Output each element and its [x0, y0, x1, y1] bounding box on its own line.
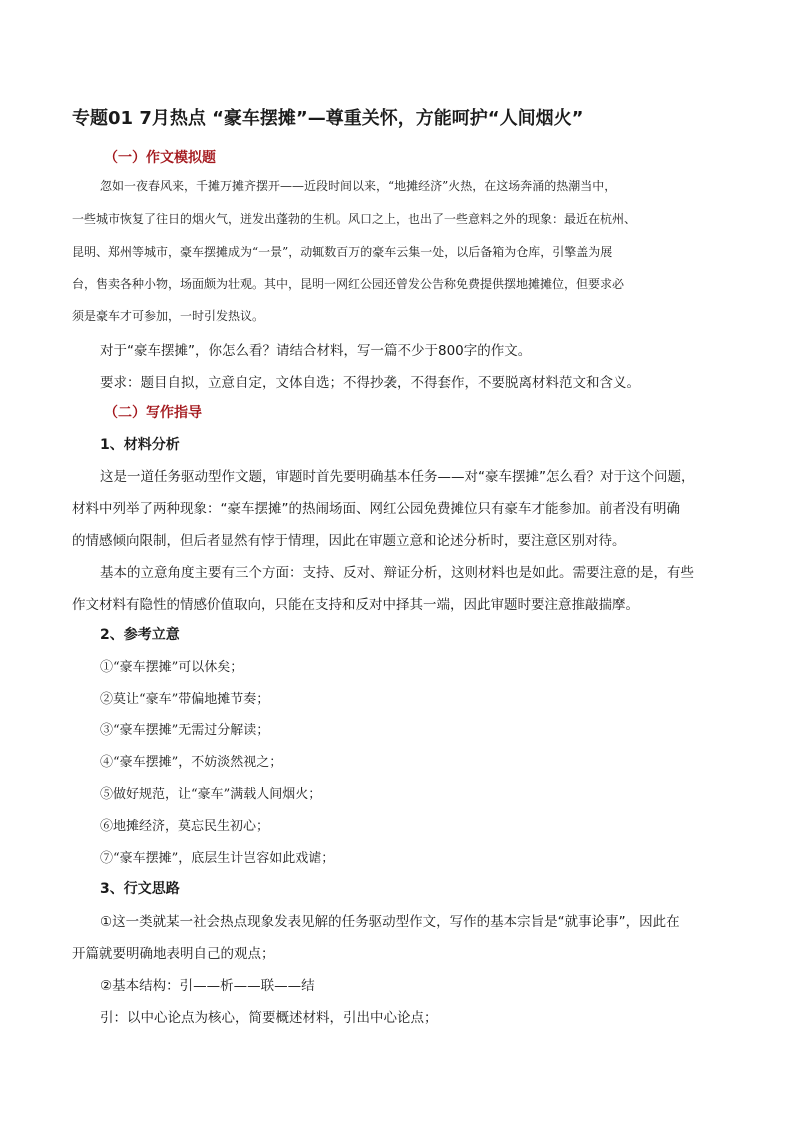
page-title: 专题01 7月热点 “豪车摆摊”—尊重关怀，方能呵护“人间烟火” [72, 108, 584, 129]
material-line: 一些城市恢复了往日的烟火气，迸发出蓬勃的生机。风口之上，也出了一些意料之外的现象：最近在杭州、 [72, 212, 637, 226]
idea-item: ①“豪车摆摊”可以休矣； [100, 660, 244, 675]
approach-line: 开篇就要明确地表明自己的观点； [72, 946, 275, 962]
essay-requirement: 要求：题目自拟，立意自定，文体自选；不得抄袭，不得套作，不要脱离材料范文和含义。 [100, 375, 640, 391]
material-line: 须是豪车才可参加，一时引发热议。 [72, 309, 265, 323]
analysis-line: 材料中列举了两种现象：“豪车摆摊”的热闹场面、网红公园免费摊位只有豪车才能参加。前者没有明确 [72, 501, 680, 517]
essay-prompt: 对于“豪车摆摊”，你怎么看？请结合材料，写一篇不少于800字的作文。 [100, 343, 532, 359]
material-line: 忽如一夜春风来，千摊万摊齐摆开——近段时间以来，“地摊经济”火热，在这场奔涌的热潮当中， [100, 179, 617, 193]
material-line: 台，售卖各种小物，场面颇为壮观。其中，昆明一网红公园还曾发公告称免费提供摆地摊摊位，但要求必 [72, 277, 625, 291]
approach-line: 引：以中心论点为核心，简要概述材料，引出中心论点； [100, 1010, 438, 1026]
analysis-line: 的情感倾向限制，但后者显然有悖于情理，因此在审题立意和论述分析时，要注意区别对待。 [72, 533, 626, 549]
approach-line: ②基本结构：引——析——联——结 [100, 978, 315, 994]
subheading-material-analysis: 1、材料分析 [100, 437, 180, 453]
section-heading-mock-topic: （一）作文模拟题 [104, 150, 216, 166]
idea-item: ⑦“豪车摆摊”，底层生计岂容如此戏谑； [100, 851, 335, 866]
idea-item: ⑥地摊经济，莫忘民生初心； [100, 819, 270, 834]
idea-item: ②莫让“豪车”带偏地摊节奏； [100, 692, 270, 707]
material-line: 昆明、郑州等城市，豪车摆摊成为“一景”，动辄数百万的豪车云集一处，以后备箱为仓库，引擎盖为展 [72, 245, 613, 259]
section-heading-writing-guide: （二）写作指导 [104, 405, 202, 421]
subheading-writing-approach: 3、行文思路 [100, 881, 180, 897]
approach-line: ①这一类就某一社会热点现象发表见解的任务驱动型作文，写作的基本宗旨是“就事论事”，因此在 [100, 914, 680, 930]
analysis-line: 这是一道任务驱动型作文题，审题时首先要明确基本任务——对“豪车摆摊”怎么看？对于这个问题， [100, 469, 695, 485]
idea-item: ③“豪车摆摊”无需过分解读； [100, 723, 270, 738]
idea-item: ⑤做好规范，让“豪车”满载人间烟火； [100, 787, 322, 802]
subheading-reference-ideas: 2、参考立意 [100, 627, 180, 643]
analysis-line: 基本的立意角度主要有三个方面：支持、反对、辩证分析，这则材料也是如此。需要注意的是，有些 [100, 565, 694, 581]
analysis-line: 作文材料有隐性的情感价值取向，只能在支持和反对中择其一端，因此审题时要注意推敲揣摩。 [72, 597, 639, 613]
idea-item: ④“豪车摆摊”，不妨淡然视之； [100, 755, 283, 770]
